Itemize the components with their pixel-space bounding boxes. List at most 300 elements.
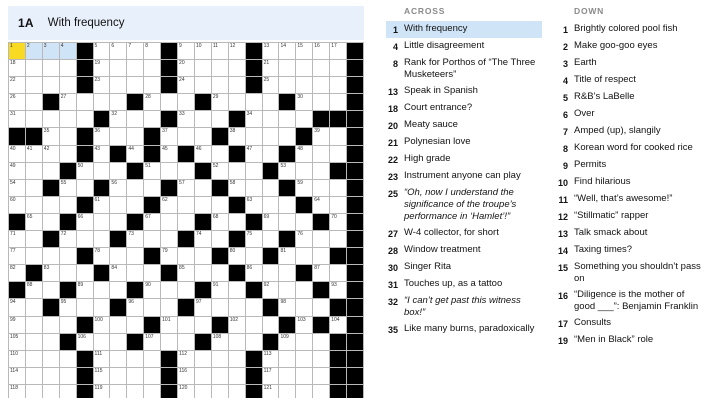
- grid-cell[interactable]: [212, 351, 228, 367]
- grid-cell[interactable]: [77, 231, 93, 247]
- grid-cell[interactable]: [26, 180, 42, 196]
- grid-cell[interactable]: [60, 231, 76, 247]
- grid-cell[interactable]: [77, 214, 93, 230]
- grid-cell[interactable]: [144, 231, 160, 247]
- clue-item-down-13[interactable]: [556, 225, 712, 242]
- grid-cell[interactable]: [144, 282, 160, 298]
- grid-cell[interactable]: [195, 299, 211, 315]
- grid-cell[interactable]: [246, 146, 262, 162]
- grid-cell[interactable]: [161, 163, 177, 179]
- grid-cell[interactable]: [229, 163, 245, 179]
- grid-cell[interactable]: [60, 317, 76, 333]
- grid-cell[interactable]: [161, 317, 177, 333]
- grid-cell[interactable]: [330, 94, 346, 110]
- grid-cell[interactable]: [313, 197, 329, 213]
- grid-cell[interactable]: [77, 299, 93, 315]
- grid-cell[interactable]: [195, 43, 211, 59]
- current-clue-bar[interactable]: [8, 6, 364, 40]
- grid-cell[interactable]: [60, 368, 76, 384]
- across-clue-list[interactable]: [386, 21, 542, 338]
- clue-item-across-25[interactable]: [386, 185, 542, 225]
- grid-cell[interactable]: [94, 282, 110, 298]
- grid-cell[interactable]: [229, 43, 245, 59]
- grid-cell[interactable]: [263, 231, 279, 247]
- grid-cell[interactable]: [330, 60, 346, 76]
- grid-cell[interactable]: [144, 299, 160, 315]
- grid-cell[interactable]: [94, 197, 110, 213]
- clue-item-down-3[interactable]: [556, 55, 712, 72]
- grid-cell[interactable]: [26, 60, 42, 76]
- grid-cell[interactable]: [178, 351, 194, 367]
- grid-cell[interactable]: [127, 128, 143, 144]
- grid-cell[interactable]: [144, 368, 160, 384]
- grid-cell[interactable]: [212, 197, 228, 213]
- grid-cell[interactable]: [246, 299, 262, 315]
- grid-cell[interactable]: [127, 231, 143, 247]
- grid-cell[interactable]: [296, 248, 312, 264]
- grid-cell[interactable]: [43, 77, 59, 93]
- grid-cell[interactable]: [127, 197, 143, 213]
- grid-cell[interactable]: [279, 60, 295, 76]
- clue-item-down-16[interactable]: [556, 287, 712, 315]
- grid-cell[interactable]: [110, 77, 126, 93]
- grid-cell[interactable]: [296, 163, 312, 179]
- grid-cell[interactable]: [144, 214, 160, 230]
- grid-cell[interactable]: [229, 334, 245, 350]
- grid-cell[interactable]: [43, 163, 59, 179]
- grid-cell[interactable]: [43, 43, 59, 59]
- grid-cell[interactable]: [60, 248, 76, 264]
- grid-cell[interactable]: [246, 128, 262, 144]
- grid-cell[interactable]: [110, 368, 126, 384]
- grid-cell[interactable]: [60, 60, 76, 76]
- grid-cell[interactable]: [26, 197, 42, 213]
- grid-cell[interactable]: [195, 317, 211, 333]
- grid-cell[interactable]: [313, 334, 329, 350]
- grid-cell[interactable]: [330, 282, 346, 298]
- clue-item-across-30[interactable]: [386, 259, 542, 276]
- clue-item-down-12[interactable]: [556, 208, 712, 225]
- grid-cell[interactable]: [296, 60, 312, 76]
- grid-cell[interactable]: [77, 180, 93, 196]
- grid-cell[interactable]: [110, 248, 126, 264]
- grid-cell[interactable]: [296, 334, 312, 350]
- grid-cell[interactable]: [263, 368, 279, 384]
- grid-cell[interactable]: [110, 163, 126, 179]
- grid-cell[interactable]: [229, 94, 245, 110]
- grid-cell[interactable]: [246, 94, 262, 110]
- grid-cell[interactable]: [212, 231, 228, 247]
- grid-cell[interactable]: [127, 265, 143, 281]
- grid-cell[interactable]: [263, 111, 279, 127]
- grid-cell[interactable]: [110, 60, 126, 76]
- grid-cell[interactable]: [9, 43, 25, 59]
- grid-cell[interactable]: [43, 248, 59, 264]
- clue-item-down-5[interactable]: [556, 89, 712, 106]
- clue-item-across-4[interactable]: [386, 38, 542, 55]
- grid-cell[interactable]: [330, 43, 346, 59]
- grid-cell[interactable]: [127, 368, 143, 384]
- clue-item-down-10[interactable]: [556, 174, 712, 191]
- grid-cell[interactable]: [26, 111, 42, 127]
- grid-cell[interactable]: [313, 146, 329, 162]
- grid-cell[interactable]: [144, 351, 160, 367]
- grid-cell[interactable]: [195, 368, 211, 384]
- grid-cell[interactable]: [110, 351, 126, 367]
- grid-cell[interactable]: [127, 351, 143, 367]
- grid-cell[interactable]: [330, 317, 346, 333]
- grid-cell[interactable]: [94, 334, 110, 350]
- grid-cell[interactable]: [9, 77, 25, 93]
- grid-cell[interactable]: [60, 180, 76, 196]
- clue-item-down-8[interactable]: [556, 140, 712, 157]
- grid-cell[interactable]: [246, 231, 262, 247]
- grid-cell[interactable]: [161, 334, 177, 350]
- grid-cell[interactable]: [178, 214, 194, 230]
- grid-cell[interactable]: [26, 334, 42, 350]
- grid-cell[interactable]: [330, 231, 346, 247]
- grid-cell[interactable]: [9, 111, 25, 127]
- grid-cell[interactable]: [77, 94, 93, 110]
- grid-cell[interactable]: [313, 94, 329, 110]
- grid-cell[interactable]: [127, 248, 143, 264]
- grid-cell[interactable]: [94, 368, 110, 384]
- grid-cell[interactable]: [313, 60, 329, 76]
- grid-cell[interactable]: [9, 180, 25, 196]
- grid-cell[interactable]: [43, 317, 59, 333]
- grid-cell[interactable]: [94, 248, 110, 264]
- grid-cell[interactable]: [178, 180, 194, 196]
- grid-cell[interactable]: [313, 180, 329, 196]
- grid-cell[interactable]: [9, 317, 25, 333]
- grid-cell[interactable]: [127, 111, 143, 127]
- grid-cell[interactable]: [9, 368, 25, 384]
- grid-cell[interactable]: [195, 180, 211, 196]
- clue-item-down-11[interactable]: [556, 191, 712, 208]
- grid-cell[interactable]: [127, 299, 143, 315]
- clue-item-down-19[interactable]: [556, 332, 712, 349]
- grid-cell[interactable]: [178, 60, 194, 76]
- grid-cell[interactable]: [296, 368, 312, 384]
- grid-cell[interactable]: [43, 334, 59, 350]
- grid-cell[interactable]: [195, 231, 211, 247]
- grid-cell[interactable]: [110, 197, 126, 213]
- grid-cell[interactable]: [110, 180, 126, 196]
- grid-cell[interactable]: [43, 146, 59, 162]
- clue-item-down-2[interactable]: [556, 38, 712, 55]
- grid-cell[interactable]: [144, 77, 160, 93]
- grid-cell[interactable]: [330, 180, 346, 196]
- grid-cell[interactable]: [26, 248, 42, 264]
- grid-cell[interactable]: [212, 94, 228, 110]
- grid-cell[interactable]: [279, 163, 295, 179]
- grid-cell[interactable]: [144, 111, 160, 127]
- grid-cell[interactable]: [263, 351, 279, 367]
- grid-cell[interactable]: [110, 111, 126, 127]
- grid-cell[interactable]: [60, 146, 76, 162]
- grid-cell[interactable]: [263, 180, 279, 196]
- grid-cell[interactable]: [94, 128, 110, 144]
- grid-cell[interactable]: [43, 368, 59, 384]
- grid-cell[interactable]: [94, 163, 110, 179]
- grid-cell[interactable]: [246, 265, 262, 281]
- clue-item-across-20[interactable]: [386, 117, 542, 134]
- grid-cell[interactable]: [9, 60, 25, 76]
- grid-cell[interactable]: [161, 248, 177, 264]
- grid-cell[interactable]: [263, 197, 279, 213]
- grid-cell[interactable]: [313, 265, 329, 281]
- grid-cell[interactable]: [60, 299, 76, 315]
- grid-cell[interactable]: [94, 94, 110, 110]
- grid-cell[interactable]: [94, 77, 110, 93]
- grid-cell[interactable]: [26, 43, 42, 59]
- grid-cell[interactable]: [195, 60, 211, 76]
- clue-item-across-32[interactable]: [386, 293, 542, 321]
- grid-cell[interactable]: [161, 299, 177, 315]
- grid-cell[interactable]: [313, 231, 329, 247]
- grid-cell[interactable]: [94, 317, 110, 333]
- grid-cell[interactable]: [127, 180, 143, 196]
- grid-cell[interactable]: [161, 146, 177, 162]
- grid-cell[interactable]: [9, 351, 25, 367]
- grid-cell[interactable]: [246, 317, 262, 333]
- grid-cell[interactable]: [144, 180, 160, 196]
- grid-cell[interactable]: [110, 282, 126, 298]
- grid-cell[interactable]: [161, 231, 177, 247]
- grid-cell[interactable]: [313, 368, 329, 384]
- grid-cell[interactable]: [110, 317, 126, 333]
- grid-cell[interactable]: [212, 60, 228, 76]
- grid-cell[interactable]: [279, 248, 295, 264]
- grid-cell[interactable]: [229, 317, 245, 333]
- grid-cell[interactable]: [43, 60, 59, 76]
- grid-cell[interactable]: [60, 351, 76, 367]
- grid-cell[interactable]: [26, 77, 42, 93]
- grid-cell[interactable]: [110, 128, 126, 144]
- grid-cell[interactable]: [26, 317, 42, 333]
- grid-cell[interactable]: [26, 231, 42, 247]
- grid-cell[interactable]: [313, 351, 329, 367]
- grid-cell[interactable]: [110, 265, 126, 281]
- grid-cell[interactable]: [178, 282, 194, 298]
- grid-cell[interactable]: [212, 77, 228, 93]
- grid-cell[interactable]: [94, 43, 110, 59]
- grid-cell[interactable]: [246, 334, 262, 350]
- grid-cell[interactable]: [9, 265, 25, 281]
- grid-cell[interactable]: [94, 299, 110, 315]
- clue-item-across-8[interactable]: [386, 55, 542, 83]
- grid-cell[interactable]: [127, 77, 143, 93]
- grid-cell[interactable]: [212, 265, 228, 281]
- grid-cell[interactable]: [279, 334, 295, 350]
- grid-cell[interactable]: [9, 248, 25, 264]
- grid-cell[interactable]: [26, 351, 42, 367]
- grid-cell[interactable]: [246, 248, 262, 264]
- grid-cell[interactable]: [110, 334, 126, 350]
- grid-cell[interactable]: [195, 248, 211, 264]
- grid-cell[interactable]: [296, 282, 312, 298]
- grid-cell[interactable]: [263, 43, 279, 59]
- grid-cell[interactable]: [178, 197, 194, 213]
- grid-cell[interactable]: [279, 351, 295, 367]
- grid-cell[interactable]: [9, 146, 25, 162]
- grid-cell[interactable]: [178, 334, 194, 350]
- grid-cell[interactable]: [161, 214, 177, 230]
- grid-cell[interactable]: [127, 317, 143, 333]
- grid-cell[interactable]: [195, 77, 211, 93]
- grid-cell[interactable]: [296, 180, 312, 196]
- grid-cell[interactable]: [60, 43, 76, 59]
- grid-cell[interactable]: [195, 111, 211, 127]
- grid-cell[interactable]: [110, 94, 126, 110]
- grid-cell[interactable]: [229, 299, 245, 315]
- grid-cell[interactable]: [60, 265, 76, 281]
- clue-item-across-27[interactable]: [386, 225, 542, 242]
- grid-cell[interactable]: [94, 351, 110, 367]
- grid-cell[interactable]: [43, 282, 59, 298]
- grid-cell[interactable]: [229, 214, 245, 230]
- grid-cell[interactable]: [229, 128, 245, 144]
- grid-cell[interactable]: [212, 43, 228, 59]
- grid-cell[interactable]: [229, 282, 245, 298]
- grid-cell[interactable]: [195, 197, 211, 213]
- grid-cell[interactable]: [246, 197, 262, 213]
- grid-cell[interactable]: [330, 77, 346, 93]
- grid-cell[interactable]: [263, 128, 279, 144]
- grid-cell[interactable]: [77, 282, 93, 298]
- grid-cell[interactable]: [313, 128, 329, 144]
- grid-cell[interactable]: [296, 77, 312, 93]
- grid-cell[interactable]: [212, 214, 228, 230]
- grid-cell[interactable]: [178, 265, 194, 281]
- grid-cell[interactable]: [296, 146, 312, 162]
- grid-cell[interactable]: [296, 231, 312, 247]
- clue-item-across-22[interactable]: [386, 151, 542, 168]
- grid-cell[interactable]: [60, 197, 76, 213]
- grid-cell[interactable]: [110, 214, 126, 230]
- grid-cell[interactable]: [178, 317, 194, 333]
- clue-item-down-14[interactable]: [556, 242, 712, 259]
- grid-cell[interactable]: [263, 146, 279, 162]
- grid-cell[interactable]: [178, 94, 194, 110]
- grid-cell[interactable]: [43, 265, 59, 281]
- grid-cell[interactable]: [229, 248, 245, 264]
- grid-cell[interactable]: [26, 368, 42, 384]
- grid-cell[interactable]: [161, 128, 177, 144]
- grid-cell[interactable]: [296, 299, 312, 315]
- grid-cell[interactable]: [296, 94, 312, 110]
- grid-cell[interactable]: [26, 299, 42, 315]
- grid-cell[interactable]: [26, 94, 42, 110]
- grid-cell[interactable]: [195, 128, 211, 144]
- grid-cell[interactable]: [26, 146, 42, 162]
- grid-cell[interactable]: [212, 334, 228, 350]
- grid-cell[interactable]: [178, 163, 194, 179]
- grid-cell[interactable]: [279, 77, 295, 93]
- grid-cell[interactable]: [77, 163, 93, 179]
- clue-item-down-9[interactable]: [556, 157, 712, 174]
- clue-item-down-6[interactable]: [556, 106, 712, 123]
- grid-cell[interactable]: [9, 163, 25, 179]
- grid-cell[interactable]: [279, 214, 295, 230]
- grid-cell[interactable]: [246, 180, 262, 196]
- grid-cell[interactable]: [195, 265, 211, 281]
- clue-item-across-1[interactable]: [386, 21, 542, 38]
- grid-cell[interactable]: [263, 60, 279, 76]
- grid-cell[interactable]: [229, 60, 245, 76]
- grid-cell[interactable]: [9, 334, 25, 350]
- grid-cell[interactable]: [330, 265, 346, 281]
- grid-cell[interactable]: [110, 43, 126, 59]
- grid-cell[interactable]: [296, 351, 312, 367]
- clue-item-down-1[interactable]: [556, 21, 712, 38]
- grid-cell[interactable]: [195, 351, 211, 367]
- grid-cell[interactable]: [246, 111, 262, 127]
- grid-cell[interactable]: [330, 146, 346, 162]
- clue-item-across-35[interactable]: [386, 321, 542, 338]
- grid-cell[interactable]: [313, 163, 329, 179]
- grid-cell[interactable]: [229, 368, 245, 384]
- clue-item-down-17[interactable]: [556, 315, 712, 332]
- grid-cell[interactable]: [296, 43, 312, 59]
- clue-item-across-28[interactable]: [386, 242, 542, 259]
- grid-cell[interactable]: [279, 265, 295, 281]
- grid-cell[interactable]: [212, 299, 228, 315]
- grid-cell[interactable]: [263, 214, 279, 230]
- grid-cell[interactable]: [60, 111, 76, 127]
- grid-cell[interactable]: [60, 94, 76, 110]
- grid-cell[interactable]: [330, 197, 346, 213]
- grid-cell[interactable]: [229, 180, 245, 196]
- grid-cell[interactable]: [26, 163, 42, 179]
- grid-cell[interactable]: [127, 60, 143, 76]
- grid-cell[interactable]: [195, 146, 211, 162]
- clue-item-down-15[interactable]: [556, 259, 712, 287]
- grid-cell[interactable]: [263, 317, 279, 333]
- clue-item-down-4[interactable]: [556, 72, 712, 89]
- grid-cell[interactable]: [144, 265, 160, 281]
- grid-cell[interactable]: [127, 43, 143, 59]
- grid-cell[interactable]: [279, 43, 295, 59]
- grid-cell[interactable]: [279, 111, 295, 127]
- grid-cell[interactable]: [178, 368, 194, 384]
- grid-cell[interactable]: [43, 214, 59, 230]
- grid-cell[interactable]: [94, 60, 110, 76]
- grid-cell[interactable]: [77, 111, 93, 127]
- grid-cell[interactable]: [263, 265, 279, 281]
- grid-cell[interactable]: [178, 77, 194, 93]
- grid-cell[interactable]: [9, 94, 25, 110]
- grid-cell[interactable]: [178, 111, 194, 127]
- grid-cell[interactable]: [330, 128, 346, 144]
- clue-item-across-23[interactable]: [386, 168, 542, 185]
- grid-cell[interactable]: [279, 368, 295, 384]
- grid-cell[interactable]: [296, 214, 312, 230]
- grid-cell[interactable]: [229, 351, 245, 367]
- grid-cell[interactable]: [212, 282, 228, 298]
- grid-cell[interactable]: [296, 111, 312, 127]
- grid-cell[interactable]: [263, 94, 279, 110]
- grid-cell[interactable]: [212, 368, 228, 384]
- grid-cell[interactable]: [9, 299, 25, 315]
- grid-cell[interactable]: [279, 128, 295, 144]
- grid-cell[interactable]: [43, 197, 59, 213]
- grid-cell[interactable]: [43, 128, 59, 144]
- grid-cell[interactable]: [94, 214, 110, 230]
- grid-cell[interactable]: [26, 214, 42, 230]
- grid-cell[interactable]: [9, 197, 25, 213]
- grid-cell[interactable]: [144, 94, 160, 110]
